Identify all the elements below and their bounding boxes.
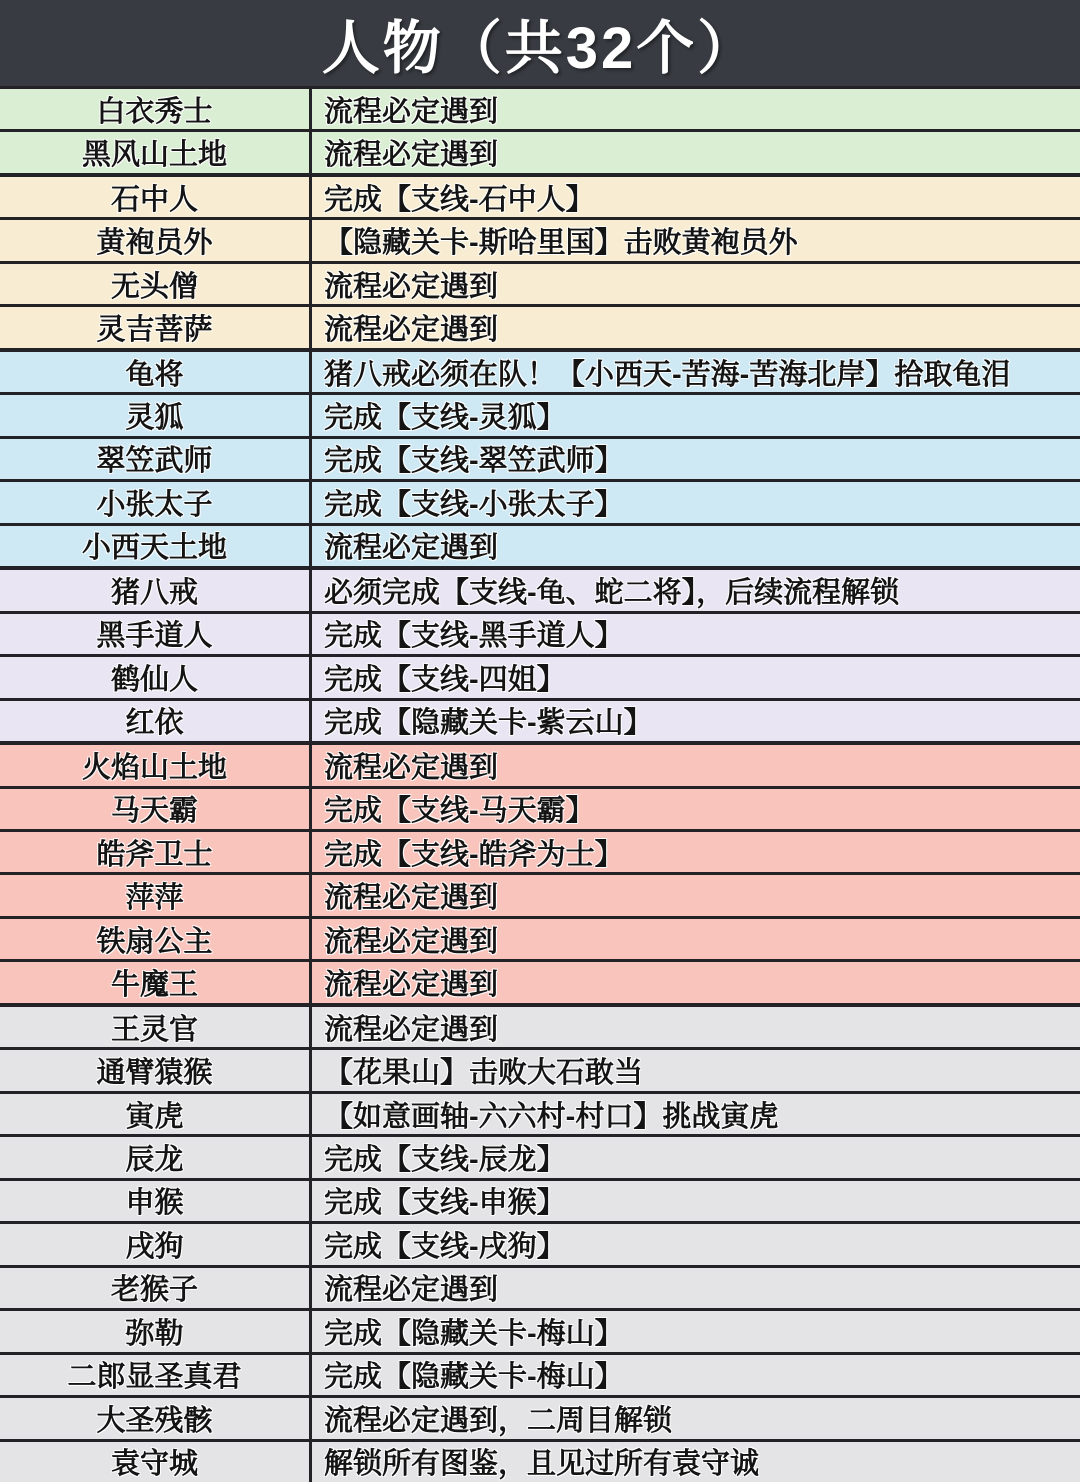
table-row	[0, 1178, 1080, 1221]
character-name-cell: 黑风山土地	[0, 132, 312, 172]
unlock-condition-cell: 完成【支线-灵狐】	[324, 402, 566, 435]
table-row	[0, 304, 1080, 347]
table-row	[0, 348, 1080, 392]
character-name-cell: 通臂猿猴	[0, 1050, 312, 1090]
table-row	[0, 129, 1080, 172]
unlock-condition-cell: 完成【支线-申猴】	[324, 1187, 566, 1220]
character-name-cell: 小西天土地	[0, 526, 312, 566]
table-row	[0, 1439, 1080, 1482]
table-row	[0, 566, 1080, 610]
character-name-cell: 白衣秀士	[0, 89, 312, 129]
table-row	[0, 523, 1080, 566]
table-row	[0, 261, 1080, 304]
character-name-cell: 龟将	[0, 352, 312, 392]
table-row	[0, 1091, 1080, 1134]
character-name-cell: 猪八戒	[0, 570, 312, 610]
character-name-cell: 火焰山土地	[0, 745, 312, 785]
table-row	[0, 829, 1080, 872]
unlock-condition-cell: 猪八戒必须在队！【小西天-苦海-苦海北岸】拾取龟泪	[324, 358, 1011, 391]
table-row	[0, 1265, 1080, 1308]
table-row	[0, 1308, 1080, 1351]
table-row	[0, 1395, 1080, 1438]
character-name-cell: 灵吉菩萨	[0, 307, 312, 347]
table-row	[0, 1352, 1080, 1395]
unlock-condition-cell: 【如意画轴-六六村-村口】挑战寅虎	[324, 1100, 779, 1133]
table-row	[0, 1221, 1080, 1264]
table-row	[0, 173, 1080, 217]
table-row	[0, 916, 1080, 959]
unlock-condition-cell: 流程必定遇到	[324, 270, 499, 303]
character-name-cell: 老猴子	[0, 1268, 312, 1308]
unlock-condition-cell: 流程必定遇到，二周目解锁	[324, 1404, 673, 1437]
character-name-cell: 王灵官	[0, 1007, 312, 1047]
character-name-cell: 小张太子	[0, 482, 312, 522]
table-row	[0, 479, 1080, 522]
unlock-condition-cell: 完成【支线-石中人】	[324, 183, 595, 216]
character-name-cell: 辰龙	[0, 1137, 312, 1177]
character-name-cell: 铁扇公主	[0, 919, 312, 959]
character-name-cell: 大圣残骸	[0, 1398, 312, 1438]
character-name-cell: 申猴	[0, 1181, 312, 1221]
page-title: 人物（共32个）	[0, 0, 1080, 86]
unlock-condition-cell: 流程必定遇到	[324, 969, 499, 1002]
unlock-condition-cell: 流程必定遇到	[324, 139, 499, 172]
table-row	[0, 1134, 1080, 1177]
unlock-condition-cell: 流程必定遇到	[324, 314, 499, 347]
character-name-cell: 黄袍员外	[0, 220, 312, 260]
table-row	[0, 959, 1080, 1002]
unlock-condition-cell: 流程必定遇到	[324, 532, 499, 565]
table-row	[0, 872, 1080, 915]
table-row	[0, 698, 1080, 741]
unlock-condition-cell: 必须完成【支线-龟、蛇二将】，后续流程解锁	[324, 576, 900, 609]
character-name-cell: 翠笠武师	[0, 439, 312, 479]
character-name-cell: 袁守城	[0, 1442, 312, 1482]
table-row	[0, 741, 1080, 785]
character-name-cell: 石中人	[0, 177, 312, 217]
unlock-condition-cell: 完成【支线-戌狗】	[324, 1230, 566, 1263]
character-name-cell: 无头僧	[0, 264, 312, 304]
table-row	[0, 611, 1080, 654]
character-name-cell: 皓斧卫士	[0, 832, 312, 872]
table-row	[0, 217, 1080, 260]
unlock-condition-cell: 完成【支线-黑手道人】	[324, 620, 624, 653]
table-row	[0, 1047, 1080, 1090]
character-name-cell: 寅虎	[0, 1094, 312, 1134]
table-row	[0, 436, 1080, 479]
unlock-condition-cell: 流程必定遇到	[324, 882, 499, 915]
unlock-condition-cell: 完成【隐藏关卡-梅山】	[324, 1317, 624, 1350]
table-row	[0, 392, 1080, 435]
character-name-cell: 黑手道人	[0, 614, 312, 654]
unlock-condition-cell: 完成【支线-辰龙】	[324, 1143, 566, 1176]
unlock-condition-cell: 完成【隐藏关卡-梅山】	[324, 1361, 624, 1394]
table-row	[0, 86, 1080, 129]
character-name-cell: 萍萍	[0, 875, 312, 915]
character-name-cell: 牛魔王	[0, 962, 312, 1002]
unlock-condition-cell: 【隐藏关卡-斯哈里国】击败黄袍员外	[324, 227, 798, 260]
unlock-condition-cell: 流程必定遇到	[324, 1274, 499, 1307]
character-name-cell: 灵狐	[0, 395, 312, 435]
unlock-condition-cell: 【花果山】击败大石敢当	[324, 1057, 644, 1090]
character-name-cell: 戌狗	[0, 1224, 312, 1264]
character-name-cell: 弥勒	[0, 1311, 312, 1351]
unlock-condition-cell: 流程必定遇到	[324, 751, 499, 784]
character-table	[0, 86, 1080, 1482]
unlock-condition-cell: 完成【支线-翠笠武师】	[324, 445, 624, 478]
character-name-cell: 二郎显圣真君	[0, 1355, 312, 1395]
unlock-condition-cell: 完成【支线-皓斧为士】	[324, 838, 624, 871]
unlock-condition-cell: 流程必定遇到	[324, 925, 499, 958]
table-row	[0, 654, 1080, 697]
unlock-condition-cell: 解锁所有图鉴，且见过所有袁守诚	[324, 1448, 760, 1481]
table-row	[0, 786, 1080, 829]
character-name-cell: 马天霸	[0, 789, 312, 829]
unlock-condition-cell: 流程必定遇到	[324, 95, 499, 128]
character-name-cell: 鹤仙人	[0, 657, 312, 697]
unlock-condition-cell: 完成【支线-马天霸】	[324, 795, 595, 828]
character-name-cell: 红依	[0, 701, 312, 741]
unlock-condition-cell: 流程必定遇到	[324, 1013, 499, 1046]
table-row	[0, 1003, 1080, 1047]
unlock-condition-cell: 完成【隐藏关卡-紫云山】	[324, 707, 653, 740]
unlock-condition-cell: 完成【支线-小张太子】	[324, 488, 624, 521]
unlock-condition-cell: 完成【支线-四姐】	[324, 663, 566, 696]
